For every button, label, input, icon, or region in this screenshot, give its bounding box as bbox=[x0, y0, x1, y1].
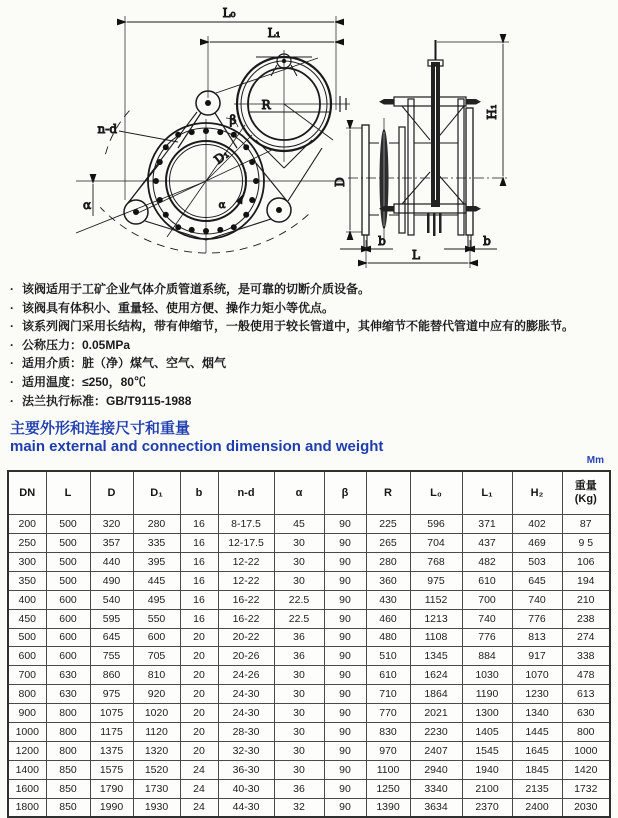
table-cell: 20 bbox=[180, 666, 218, 685]
table-cell: 1940 bbox=[462, 760, 512, 779]
table-cell: 90 bbox=[324, 685, 366, 704]
table-cell: 24-30 bbox=[218, 704, 274, 723]
table-cell: 1000 bbox=[8, 722, 46, 741]
table-cell: 22.5 bbox=[274, 609, 324, 628]
table-row bbox=[8, 722, 610, 741]
table-cell: 600 bbox=[46, 609, 90, 628]
table-cell: 1400 bbox=[8, 760, 46, 779]
table-cell: 90 bbox=[324, 722, 366, 741]
table-cell: 90 bbox=[324, 666, 366, 685]
table-cell: 630 bbox=[46, 666, 90, 685]
note-text: 该系列阀门采用长结构，带有伸缩节，一般使用于较长管道中，其伸缩节不能替代管道中应有的膨胀节。 bbox=[22, 319, 575, 334]
table-cell: 24 bbox=[180, 779, 218, 798]
col-header-l: L bbox=[46, 471, 90, 515]
col-header-r: R bbox=[366, 471, 410, 515]
table-cell: 450 bbox=[8, 609, 46, 628]
table-cell: 1345 bbox=[410, 647, 462, 666]
table-cell: 830 bbox=[366, 722, 410, 741]
notes-list bbox=[0, 280, 618, 410]
table-cell: 810 bbox=[133, 666, 180, 685]
table-cell: 1600 bbox=[8, 779, 46, 798]
col-header-h2: H₂ bbox=[512, 471, 562, 515]
table-row bbox=[8, 760, 610, 779]
table-cell: 710 bbox=[366, 685, 410, 704]
table-cell: 1300 bbox=[462, 704, 512, 723]
label-alpha: α bbox=[82, 198, 92, 212]
table-cell: 705 bbox=[133, 647, 180, 666]
table-cell: 1070 bbox=[512, 666, 562, 685]
table-cell: 2030 bbox=[562, 798, 610, 817]
table-cell: 90 bbox=[324, 571, 366, 590]
dim-l1-label: L₁ bbox=[267, 26, 281, 40]
table-cell: 595 bbox=[90, 609, 133, 628]
valve-technical-drawing bbox=[0, 0, 618, 272]
table-cell: 16 bbox=[180, 571, 218, 590]
col-header-dn: DN bbox=[8, 471, 46, 515]
table-cell: 1545 bbox=[462, 741, 512, 760]
table-cell: 90 bbox=[324, 779, 366, 798]
table-cell: 16 bbox=[180, 515, 218, 534]
table-cell: 30 bbox=[274, 685, 324, 704]
col-header-alpha: α bbox=[274, 471, 324, 515]
table-cell: 860 bbox=[90, 666, 133, 685]
table-cell: 482 bbox=[462, 552, 512, 571]
table-cell: 2230 bbox=[410, 722, 462, 741]
table-cell: 478 bbox=[562, 666, 610, 685]
table-cell: 36 bbox=[274, 628, 324, 647]
table-cell: 600 bbox=[133, 628, 180, 647]
dimension-table bbox=[7, 470, 611, 818]
table-cell: 610 bbox=[366, 666, 410, 685]
bullet-dot: · bbox=[10, 282, 14, 296]
table-cell: 1375 bbox=[90, 741, 133, 760]
table-cell: 2940 bbox=[410, 760, 462, 779]
front-view bbox=[76, 6, 350, 253]
table-cell: 850 bbox=[46, 779, 90, 798]
table-cell: 776 bbox=[512, 609, 562, 628]
table-cell: 630 bbox=[562, 704, 610, 723]
table-cell: 2100 bbox=[462, 779, 512, 798]
table-cell: 3634 bbox=[410, 798, 462, 817]
table-cell: 90 bbox=[324, 552, 366, 571]
col-header-n-d: n-d bbox=[218, 471, 274, 515]
table-cell: 338 bbox=[562, 647, 610, 666]
table-cell: 250 bbox=[8, 534, 46, 553]
table-cell: 16 bbox=[180, 609, 218, 628]
table-cell: 1520 bbox=[133, 760, 180, 779]
label-beta: β bbox=[229, 113, 237, 127]
note-text: 适用温度：≤250，80℃ bbox=[22, 374, 146, 389]
table-cell: 495 bbox=[133, 590, 180, 609]
note-item bbox=[10, 373, 608, 392]
table-row bbox=[8, 590, 610, 609]
table-cell: 1000 bbox=[562, 741, 610, 760]
table-cell: 28-30 bbox=[218, 722, 274, 741]
label-alpha-inner: α bbox=[218, 200, 226, 211]
table-cell: 1340 bbox=[512, 704, 562, 723]
dim-h1-label: H₁ bbox=[485, 104, 499, 120]
table-cell: 770 bbox=[366, 704, 410, 723]
table-cell: 20 bbox=[180, 722, 218, 741]
table-cell: 500 bbox=[46, 515, 90, 534]
table-cell: 24-30 bbox=[218, 685, 274, 704]
table-cell: 630 bbox=[46, 685, 90, 704]
col-header-beta: β bbox=[324, 471, 366, 515]
table-cell: 90 bbox=[324, 760, 366, 779]
col-header-d1: D₁ bbox=[133, 471, 180, 515]
table-cell: 12-22 bbox=[218, 552, 274, 571]
dim-l-label: L bbox=[412, 248, 420, 262]
table-row bbox=[8, 798, 610, 817]
table-cell: 360 bbox=[366, 571, 410, 590]
table-cell: 200 bbox=[8, 515, 46, 534]
table-cell: 1320 bbox=[133, 741, 180, 760]
side-view bbox=[333, 40, 510, 268]
table-cell: 24-26 bbox=[218, 666, 274, 685]
table-cell: 238 bbox=[562, 609, 610, 628]
table-cell: 16-22 bbox=[218, 590, 274, 609]
table-cell: 30 bbox=[274, 552, 324, 571]
table-cell: 884 bbox=[462, 647, 512, 666]
table-cell: 500 bbox=[8, 628, 46, 647]
table-cell: 90 bbox=[324, 798, 366, 817]
table-cell: 3340 bbox=[410, 779, 462, 798]
note-item bbox=[10, 336, 608, 355]
table-cell: 280 bbox=[366, 552, 410, 571]
table-cell: 16-22 bbox=[218, 609, 274, 628]
note-item bbox=[10, 280, 608, 299]
table-cell: 813 bbox=[512, 628, 562, 647]
table-cell: 300 bbox=[8, 552, 46, 571]
table-cell: 600 bbox=[46, 647, 90, 666]
table-cell: 30 bbox=[274, 741, 324, 760]
table-cell: 800 bbox=[46, 741, 90, 760]
table-cell: 90 bbox=[324, 704, 366, 723]
bullet-dot: · bbox=[10, 393, 14, 408]
table-cell: 430 bbox=[366, 590, 410, 609]
bullet-dot: · bbox=[10, 374, 14, 389]
table-cell: 480 bbox=[366, 628, 410, 647]
table-cell: 460 bbox=[366, 609, 410, 628]
note-item bbox=[10, 299, 608, 318]
table-cell: 32 bbox=[274, 798, 324, 817]
table-row bbox=[8, 628, 610, 647]
table-cell: 917 bbox=[512, 647, 562, 666]
table-cell: 510 bbox=[366, 647, 410, 666]
table-cell: 1624 bbox=[410, 666, 462, 685]
table-row bbox=[8, 666, 610, 685]
table-cell: 1990 bbox=[90, 798, 133, 817]
table-cell: 20-22 bbox=[218, 628, 274, 647]
table-cell: 800 bbox=[46, 722, 90, 741]
table-header-row bbox=[8, 471, 610, 515]
bullet-dot: · bbox=[10, 319, 14, 334]
section-title-en: main external and connection dimension and weight bbox=[10, 438, 384, 456]
table-cell: 20 bbox=[180, 704, 218, 723]
table-cell: 20 bbox=[180, 647, 218, 666]
table-cell: 1645 bbox=[512, 741, 562, 760]
table-cell: 645 bbox=[512, 571, 562, 590]
label-n-d: n-d bbox=[97, 122, 117, 136]
table-cell: 36 bbox=[274, 779, 324, 798]
table-cell: 90 bbox=[324, 647, 366, 666]
table-row bbox=[8, 534, 610, 553]
table-cell: 90 bbox=[324, 628, 366, 647]
table-cell: 540 bbox=[90, 590, 133, 609]
table-row bbox=[8, 647, 610, 666]
table-row bbox=[8, 571, 610, 590]
table-cell: 1390 bbox=[366, 798, 410, 817]
table-cell: 1030 bbox=[462, 666, 512, 685]
table-cell: 503 bbox=[512, 552, 562, 571]
table-cell: 2021 bbox=[410, 704, 462, 723]
table-cell: 30 bbox=[274, 704, 324, 723]
table-cell: 90 bbox=[324, 515, 366, 534]
table-cell: 445 bbox=[133, 571, 180, 590]
table-cell: 1250 bbox=[366, 779, 410, 798]
table-cell: 1732 bbox=[562, 779, 610, 798]
table-row bbox=[8, 741, 610, 760]
table-cell: 44-30 bbox=[218, 798, 274, 817]
table-cell: 500 bbox=[46, 571, 90, 590]
weight-header-line1: 重量 bbox=[574, 480, 597, 493]
table-cell: 20 bbox=[180, 685, 218, 704]
table-cell: 1420 bbox=[562, 760, 610, 779]
unit-note: Mm bbox=[586, 455, 604, 467]
table-cell: 194 bbox=[562, 571, 610, 590]
note-text: 该阀适用于工矿企业气体介质管道系统，是可靠的切断介质设备。 bbox=[22, 282, 371, 296]
table-cell: 1790 bbox=[90, 779, 133, 798]
col-header-l0: L₀ bbox=[410, 471, 462, 515]
table-cell: 440 bbox=[90, 552, 133, 571]
table-cell: 30 bbox=[274, 666, 324, 685]
table-cell: 106 bbox=[562, 552, 610, 571]
table-cell: 970 bbox=[366, 741, 410, 760]
table-body bbox=[8, 515, 610, 818]
table-cell: 350 bbox=[8, 571, 46, 590]
table-cell: 768 bbox=[410, 552, 462, 571]
table-cell: 800 bbox=[562, 722, 610, 741]
table-cell: 645 bbox=[90, 628, 133, 647]
table-cell: 1100 bbox=[366, 760, 410, 779]
note-text: 适用介质：脏（净）煤气、空气、烟气 bbox=[22, 356, 227, 371]
section-title-zh: 主要外形和连接尺寸和重量 bbox=[10, 420, 191, 438]
table-cell: 975 bbox=[90, 685, 133, 704]
table-cell: 45 bbox=[274, 515, 324, 534]
table-cell: 400 bbox=[8, 590, 46, 609]
table-row bbox=[8, 779, 610, 798]
table-cell: 280 bbox=[133, 515, 180, 534]
table-cell: 700 bbox=[462, 590, 512, 609]
table-cell: 2407 bbox=[410, 741, 462, 760]
col-header-weight bbox=[562, 471, 610, 515]
table-cell: 1845 bbox=[512, 760, 562, 779]
note-item bbox=[10, 317, 608, 336]
table-cell: 16 bbox=[180, 552, 218, 571]
weight-header-line2: (Kg) bbox=[574, 493, 597, 506]
dim-d-label: D bbox=[333, 177, 347, 187]
note-text: 法兰执行标准：GB/T9115-1988 bbox=[22, 393, 192, 408]
table-cell: 24 bbox=[180, 798, 218, 817]
table-cell: 600 bbox=[46, 590, 90, 609]
table-cell: 320 bbox=[90, 515, 133, 534]
table-cell: 265 bbox=[366, 534, 410, 553]
bullet-dot: · bbox=[10, 337, 14, 352]
dim-l0-label: L₀ bbox=[222, 6, 236, 20]
table-cell: 2370 bbox=[462, 798, 512, 817]
col-header-l1: L₁ bbox=[462, 471, 512, 515]
table-cell: 800 bbox=[46, 704, 90, 723]
table-cell: 402 bbox=[512, 515, 562, 534]
col-header-b: b bbox=[180, 471, 218, 515]
table-cell: 395 bbox=[133, 552, 180, 571]
note-text: 公称压力：0.05MPa bbox=[22, 337, 131, 352]
table-cell: 2400 bbox=[512, 798, 562, 817]
table-cell: 87 bbox=[562, 515, 610, 534]
section-heading bbox=[0, 410, 618, 467]
table-cell: 1190 bbox=[462, 685, 512, 704]
table-cell: 90 bbox=[324, 609, 366, 628]
note-text: 该阀具有体积小、重量轻、使用方便、操作力矩小等优点。 bbox=[22, 300, 335, 315]
table-cell: 1230 bbox=[512, 685, 562, 704]
table-row bbox=[8, 552, 610, 571]
table-cell: 1930 bbox=[133, 798, 180, 817]
table-cell: 357 bbox=[90, 534, 133, 553]
table-cell: 1152 bbox=[410, 590, 462, 609]
table-cell: 90 bbox=[324, 741, 366, 760]
table-cell: 900 bbox=[8, 704, 46, 723]
note-item bbox=[10, 354, 608, 373]
table-cell: 30 bbox=[274, 571, 324, 590]
table-cell: 1120 bbox=[133, 722, 180, 741]
table-cell: 1108 bbox=[410, 628, 462, 647]
table-cell: 550 bbox=[133, 609, 180, 628]
table-cell: 1175 bbox=[90, 722, 133, 741]
table-cell: 1575 bbox=[90, 760, 133, 779]
table-cell: 500 bbox=[46, 552, 90, 571]
table-cell: 776 bbox=[462, 628, 512, 647]
table-cell: 1800 bbox=[8, 798, 46, 817]
table-cell: 740 bbox=[512, 590, 562, 609]
table-cell: 30 bbox=[274, 760, 324, 779]
table-cell: 90 bbox=[324, 590, 366, 609]
note-item bbox=[10, 392, 608, 411]
dim-b-right-label: b bbox=[483, 234, 491, 248]
table-cell: 20-26 bbox=[218, 647, 274, 666]
table-cell: 30 bbox=[274, 534, 324, 553]
table-cell: 36 bbox=[274, 647, 324, 666]
bullet-dot: · bbox=[10, 300, 14, 315]
table-cell: 16 bbox=[180, 590, 218, 609]
table-cell: 1730 bbox=[133, 779, 180, 798]
table-cell: 371 bbox=[462, 515, 512, 534]
table-cell: 613 bbox=[562, 685, 610, 704]
table-cell: 2135 bbox=[512, 779, 562, 798]
table-cell: 600 bbox=[8, 647, 46, 666]
table-cell: 469 bbox=[512, 534, 562, 553]
table-cell: 1020 bbox=[133, 704, 180, 723]
table-row bbox=[8, 609, 610, 628]
table-cell: 32-30 bbox=[218, 741, 274, 760]
table-cell: 1200 bbox=[8, 741, 46, 760]
table-cell: 600 bbox=[46, 628, 90, 647]
table-cell: 1075 bbox=[90, 704, 133, 723]
table-cell: 740 bbox=[462, 609, 512, 628]
table-cell: 12-17.5 bbox=[218, 534, 274, 553]
table-cell: 1213 bbox=[410, 609, 462, 628]
table-cell: 755 bbox=[90, 647, 133, 666]
table-cell: 225 bbox=[366, 515, 410, 534]
dim-b-left-label: b bbox=[378, 234, 386, 248]
table-cell: 1445 bbox=[512, 722, 562, 741]
table-cell: 9 5 bbox=[562, 534, 610, 553]
table-cell: 30 bbox=[274, 722, 324, 741]
table-cell: 1405 bbox=[462, 722, 512, 741]
table-cell: 8-17.5 bbox=[218, 515, 274, 534]
table-cell: 20 bbox=[180, 628, 218, 647]
table-cell: 700 bbox=[8, 666, 46, 685]
table-cell: 920 bbox=[133, 685, 180, 704]
table-cell: 704 bbox=[410, 534, 462, 553]
table-cell: 24 bbox=[180, 760, 218, 779]
table-cell: 610 bbox=[462, 571, 512, 590]
table-cell: 490 bbox=[90, 571, 133, 590]
table-cell: 274 bbox=[562, 628, 610, 647]
table-cell: 596 bbox=[410, 515, 462, 534]
table-row bbox=[8, 704, 610, 723]
table-row bbox=[8, 685, 610, 704]
table-cell: 210 bbox=[562, 590, 610, 609]
bullet-dot: · bbox=[10, 356, 14, 371]
table-cell: 40-30 bbox=[218, 779, 274, 798]
table-cell: 36-30 bbox=[218, 760, 274, 779]
table-cell: 90 bbox=[324, 534, 366, 553]
label-d1: D₁ bbox=[211, 146, 232, 167]
table-cell: 335 bbox=[133, 534, 180, 553]
table-cell: 12-22 bbox=[218, 571, 274, 590]
table-cell: 850 bbox=[46, 798, 90, 817]
table-cell: 437 bbox=[462, 534, 512, 553]
table-cell: 850 bbox=[46, 760, 90, 779]
table-cell: 500 bbox=[46, 534, 90, 553]
table-cell: 975 bbox=[410, 571, 462, 590]
table-cell: 16 bbox=[180, 534, 218, 553]
table-row bbox=[8, 515, 610, 534]
table-cell: 22.5 bbox=[274, 590, 324, 609]
table-cell: 1864 bbox=[410, 685, 462, 704]
table-cell: 800 bbox=[8, 685, 46, 704]
col-header-d: D bbox=[90, 471, 133, 515]
label-r: R bbox=[261, 98, 271, 112]
table-cell: 20 bbox=[180, 741, 218, 760]
